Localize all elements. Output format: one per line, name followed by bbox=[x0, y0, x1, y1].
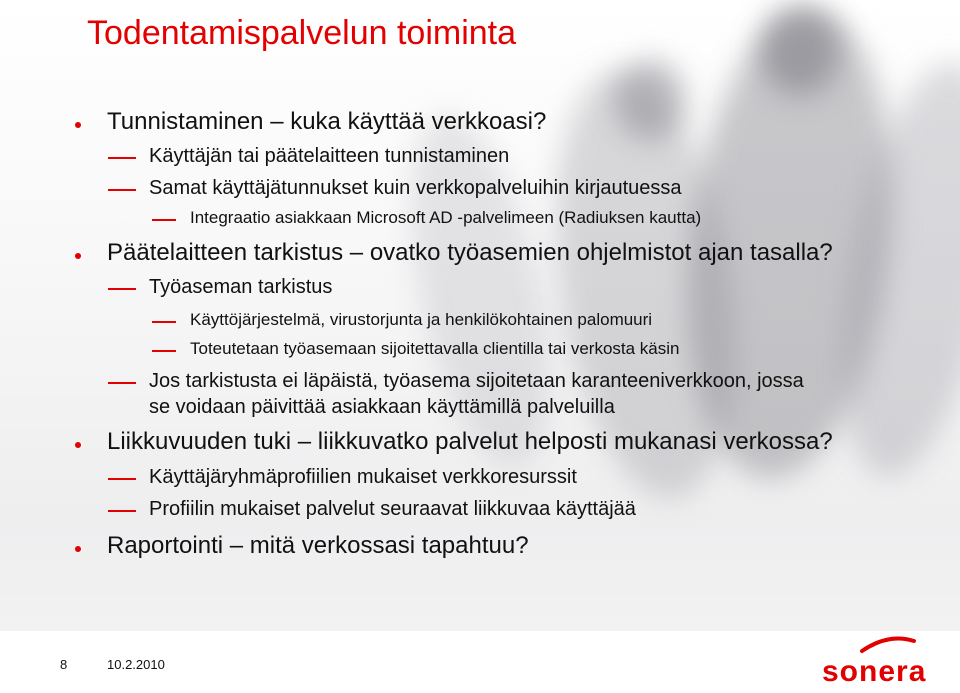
dash-marker bbox=[152, 321, 176, 323]
bullet-item: Toteutetaan työasemaan sijoitettavalla clientilla tai verkosta käsin bbox=[190, 339, 680, 358]
dash-marker bbox=[108, 189, 136, 191]
bullet-item: Liikkuvuuden tuki – liikkuvatko palvelut helposti mukanasi verkossa? bbox=[107, 428, 833, 455]
dash-marker bbox=[108, 510, 136, 512]
page-number: 8 bbox=[60, 657, 68, 672]
bullet-item: Käyttöjärjestelmä, virustorjunta ja henkilökohtainen palomuuri bbox=[190, 310, 653, 329]
background-figure bbox=[760, 5, 840, 95]
bullet-item: Työaseman tarkistus bbox=[149, 276, 333, 298]
bullet-item: Käyttäjäryhmäprofiilien mukaiset verkkoresurssit bbox=[149, 466, 577, 488]
bullet-item: Päätelaitteen tarkistus – ovatko työasemien ohjelmistot ajan tasalla? bbox=[107, 239, 833, 266]
dash-marker bbox=[152, 350, 176, 352]
bullet-item-continuation: se voidaan päivittää asiakkaan käyttämillä palveluilla bbox=[149, 396, 615, 418]
bullet-item: Raportointi – mitä verkossasi tapahtuu? bbox=[107, 532, 529, 559]
bullet-item: Tunnistaminen – kuka käyttää verkkoasi? bbox=[107, 108, 547, 135]
bullet-marker bbox=[75, 253, 81, 259]
bullet-marker bbox=[75, 442, 81, 448]
bullet-item: Integraatio asiakkaan Microsoft AD -palvelimeen (Radiuksen kautta) bbox=[190, 208, 702, 227]
dash-marker bbox=[108, 157, 136, 159]
background-figure bbox=[615, 60, 685, 140]
dash-marker bbox=[108, 478, 136, 480]
dash-marker bbox=[108, 382, 136, 384]
sonera-logo bbox=[818, 635, 928, 691]
bullet-marker bbox=[75, 546, 81, 552]
bullet-item: Profiilin mukaiset palvelut seuraavat liikkuvaa käyttäjää bbox=[149, 498, 636, 520]
bullet-marker bbox=[75, 122, 81, 128]
bullet-item: Käyttäjän tai päätelaitteen tunnistaminen bbox=[149, 145, 510, 167]
dash-marker bbox=[152, 219, 176, 221]
slide-title: Todentamispalvelun toiminta bbox=[87, 14, 517, 52]
dash-marker bbox=[108, 288, 136, 290]
logo-swoosh-icon bbox=[858, 635, 918, 655]
footer-date: 10.2.2010 bbox=[107, 657, 165, 672]
logo-text: sonera bbox=[822, 655, 927, 688]
bullet-item: Samat käyttäjätunnukset kuin verkkopalveluihin kirjautuessa bbox=[149, 177, 682, 199]
bullet-item: Jos tarkistusta ei läpäistä, työasema sijoitetaan karanteeniverkkoon, jossa bbox=[149, 370, 804, 392]
